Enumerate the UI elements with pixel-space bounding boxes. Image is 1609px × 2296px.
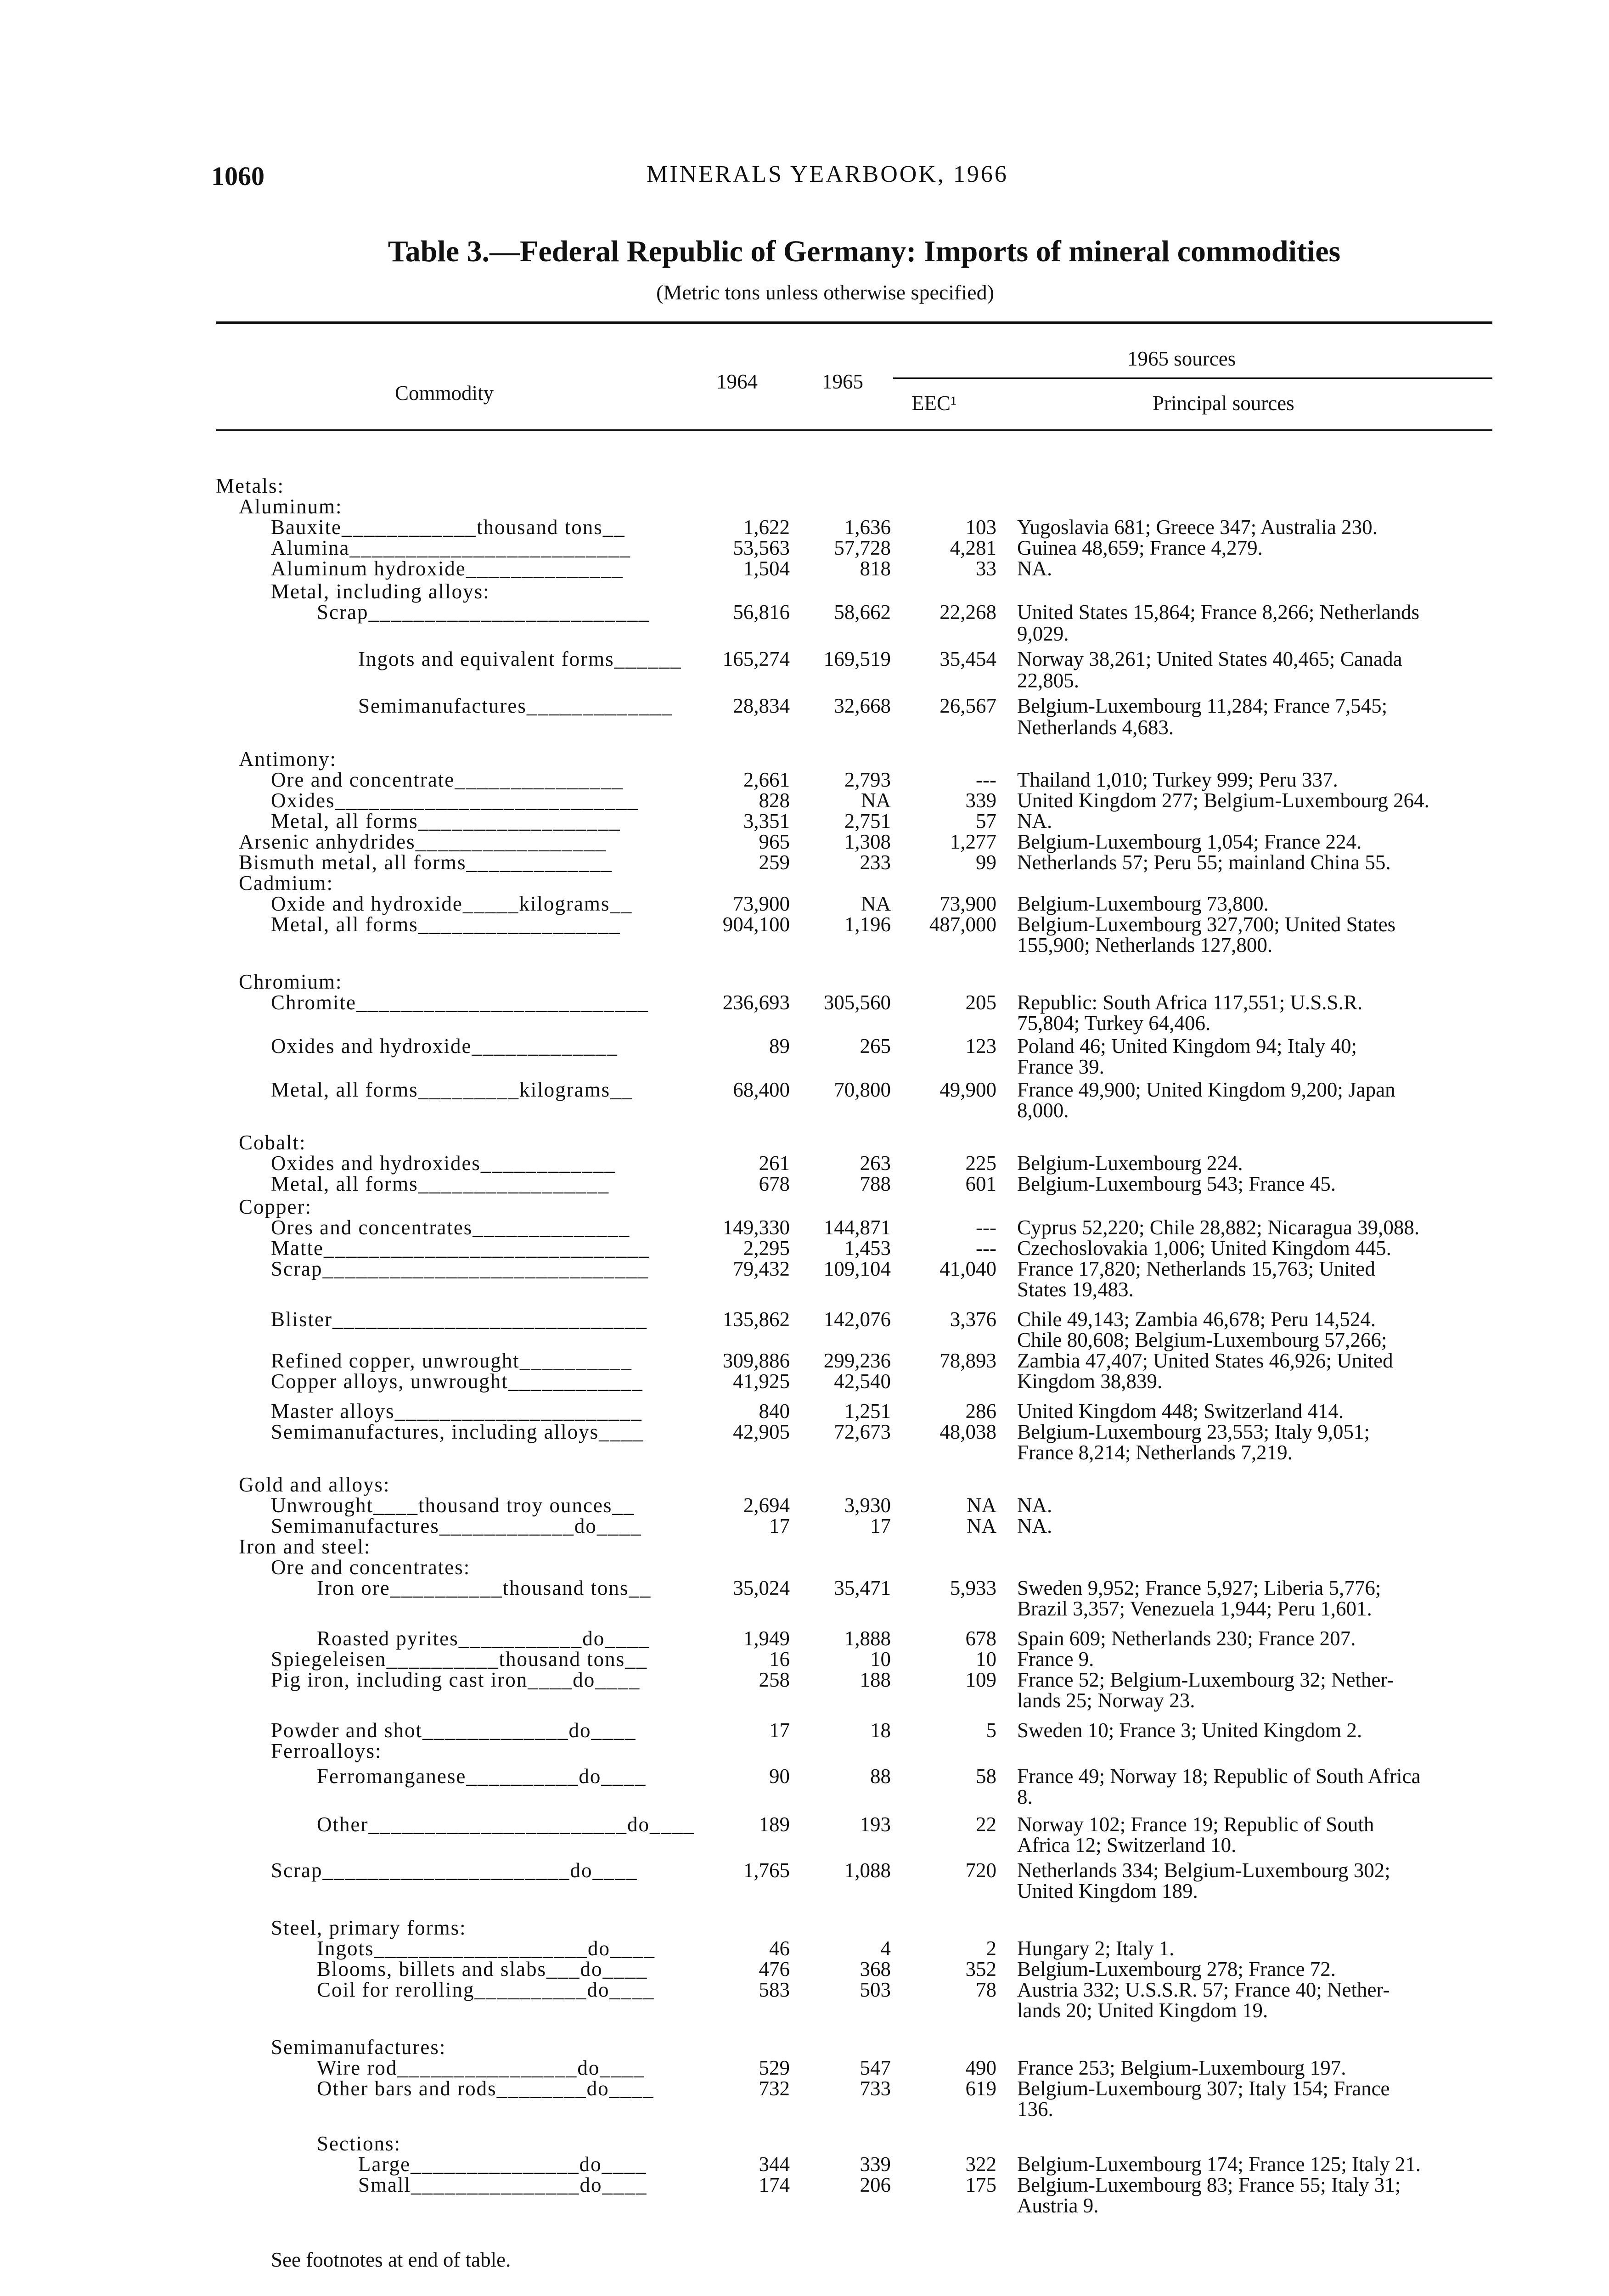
row-value-1965: 142,076 — [823, 1308, 891, 1331]
row-value-1965: 263 — [860, 1152, 891, 1175]
row-commodity: Ore and concentrate_______________ — [271, 768, 624, 791]
row-commodity: Ferroalloys: — [271, 1739, 382, 1762]
row-commodity: Iron ore__________thousand tons__ — [317, 1576, 652, 1599]
row-value-1965: 4 — [880, 1937, 891, 1960]
row-value-1965: 233 — [860, 851, 891, 874]
row-value-1964: 236,693 — [722, 991, 790, 1014]
row-value-eec: 2 — [986, 1937, 996, 1960]
table-row — [0, 2096, 1609, 2122]
row-principal-sources: Brazil 3,357; Venezuela 1,944; Peru 1,601. — [1017, 1597, 1372, 1620]
row-value-eec: 78,893 — [940, 1349, 996, 1372]
row-value-1965: 72,673 — [834, 1420, 891, 1443]
row-commodity: Metals: — [216, 474, 284, 497]
row-value-1965: 1,453 — [844, 1237, 891, 1260]
table-title: Table 3.—Federal Republic of Germany: Imports of mineral commodities — [388, 235, 1341, 268]
row-value-1965: NA — [861, 892, 891, 915]
row-value-eec: 41,040 — [940, 1257, 996, 1280]
row-value-1965: 17 — [870, 1514, 891, 1537]
table-row — [0, 1688, 1609, 1713]
row-value-1964: 965 — [759, 830, 790, 853]
row-principal-sources: Guinea 48,659; France 4,279. — [1017, 536, 1263, 559]
row-value-1965: 2,793 — [844, 768, 891, 791]
row-principal-sources: Austria 332; U.S.S.R. 57; France 40; Nether- — [1017, 1978, 1390, 2001]
row-principal-sources: 9,029. — [1017, 622, 1069, 645]
row-value-1964: 79,432 — [733, 1257, 790, 1280]
row-value-eec: 26,567 — [940, 694, 996, 717]
row-value-eec: 73,900 — [940, 892, 996, 915]
row-value-eec: 5,933 — [950, 1576, 996, 1599]
row-commodity: Bismuth metal, all forms_____________ — [239, 851, 613, 874]
row-value-1964: 2,295 — [743, 1237, 790, 1260]
row-principal-sources: Sweden 10; France 3; United Kingdom 2. — [1017, 1719, 1362, 1742]
row-commodity: Metal, including alloys: — [271, 580, 490, 603]
row-principal-sources: 8,000. — [1017, 1099, 1069, 1122]
row-value-1964: 189 — [759, 1813, 790, 1836]
row-principal-sources: United Kingdom 277; Belgium-Luxembourg 264. — [1017, 789, 1429, 812]
row-value-1964: 90 — [769, 1765, 790, 1788]
row-principal-sources: United Kingdom 448; Switzerland 414. — [1017, 1400, 1344, 1423]
row-value-1965: 1,308 — [844, 830, 891, 853]
row-value-1965: 188 — [860, 1668, 891, 1691]
page-header — [211, 161, 1444, 197]
row-principal-sources: France 49,900; United Kingdom 9,200; Japan — [1017, 1078, 1395, 1101]
row-commodity: Semimanufactures, including alloys____ — [271, 1420, 644, 1443]
row-commodity: Other bars and rods________do____ — [317, 2077, 654, 2100]
table-row — [0, 1878, 1609, 1904]
row-value-1965: 503 — [860, 1978, 891, 2001]
row-value-1965: 1,636 — [844, 516, 891, 539]
row-value-1965: 144,871 — [823, 1216, 891, 1239]
row-value-1965: 265 — [860, 1035, 891, 1058]
row-value-1964: 17 — [769, 1719, 790, 1742]
header-principal-sources: Principal sources — [1153, 392, 1294, 415]
row-commodity: Master alloys______________________ — [271, 1400, 642, 1423]
row-principal-sources: NA. — [1017, 810, 1052, 833]
row-commodity: Cobalt: — [239, 1131, 306, 1154]
row-value-1964: 309,886 — [722, 1349, 790, 1372]
running-title: MINERALS YEARBOOK, 1966 — [647, 161, 1008, 187]
row-value-eec: 678 — [965, 1627, 996, 1650]
row-principal-sources: States 19,483. — [1017, 1278, 1134, 1301]
row-value-eec: 490 — [965, 2056, 996, 2079]
row-value-1965: 70,800 — [834, 1078, 891, 1101]
row-commodity: Oxides and hydroxides____________ — [271, 1152, 616, 1175]
table-row — [0, 1171, 1609, 1197]
row-principal-sources: United States 15,864; France 8,266; Netherlands — [1017, 601, 1420, 624]
row-value-eec: 487,000 — [929, 913, 996, 936]
row-commodity: Metal, all forms_________kilograms__ — [271, 1078, 633, 1101]
row-principal-sources: Chile 80,608; Belgium-Luxembourg 57,266; — [1017, 1328, 1387, 1351]
row-commodity: Bauxite____________thousand tons__ — [271, 516, 625, 539]
row-commodity: Coil for rerolling__________do____ — [317, 1978, 655, 2001]
sources-rule — [893, 377, 1492, 379]
row-value-eec: 339 — [965, 789, 996, 812]
row-commodity: Iron and steel: — [239, 1535, 371, 1558]
row-value-1964: 344 — [759, 2153, 790, 2176]
row-value-eec: 205 — [965, 991, 996, 1014]
row-principal-sources: Netherlands 4,683. — [1017, 716, 1174, 739]
row-value-1965: 733 — [860, 2077, 891, 2100]
row-value-eec: 48,038 — [940, 1420, 996, 1443]
row-value-eec: 5 — [986, 1719, 996, 1742]
row-value-1965: 109,104 — [823, 1257, 891, 1280]
row-commodity: Ferromanganese__________do____ — [317, 1765, 647, 1788]
row-value-1964: 840 — [759, 1400, 790, 1423]
row-value-1965: NA — [861, 789, 891, 812]
row-principal-sources: France 9. — [1017, 1648, 1094, 1671]
row-commodity: Copper alloys, unwrought____________ — [271, 1370, 643, 1393]
row-value-1965: 169,519 — [823, 647, 891, 670]
row-value-eec: 322 — [965, 2153, 996, 2176]
row-value-1964: 732 — [759, 2077, 790, 2100]
row-value-eec: NA — [967, 1514, 996, 1537]
row-value-eec: 601 — [965, 1172, 996, 1195]
table-subtitle: (Metric tons unless otherwise specified) — [656, 281, 994, 304]
row-commodity: Wire rod________________do____ — [317, 2056, 645, 2079]
row-value-1964: 68,400 — [733, 1078, 790, 1101]
row-value-1964: 258 — [759, 1668, 790, 1691]
row-value-1964: 42,905 — [733, 1420, 790, 1443]
row-principal-sources: Norway 102; France 19; Republic of South — [1017, 1813, 1374, 1836]
row-principal-sources: lands 20; United Kingdom 19. — [1017, 1999, 1268, 2022]
row-value-1965: 1,888 — [844, 1627, 891, 1650]
row-value-1964: 678 — [759, 1172, 790, 1195]
table-row — [0, 1097, 1609, 1123]
row-principal-sources: NA. — [1017, 557, 1052, 580]
row-commodity: Metal, all forms_________________ — [271, 1172, 610, 1195]
row-commodity: Unwrought____thousand troy ounces__ — [271, 1494, 635, 1517]
row-commodity: Copper: — [239, 1195, 312, 1218]
table-row — [0, 1596, 1609, 1621]
header-eec: EEC¹ — [911, 392, 957, 415]
row-value-1964: 165,274 — [722, 647, 790, 670]
row-value-1965: 2,751 — [844, 810, 891, 833]
row-principal-sources: France 17,820; Netherlands 15,763; United — [1017, 1257, 1375, 1280]
table-row — [0, 1784, 1609, 1810]
row-value-eec: NA — [967, 1494, 996, 1517]
row-principal-sources: Yugoslavia 681; Greece 347; Australia 230. — [1017, 516, 1378, 539]
row-principal-sources: Poland 46; United Kingdom 94; Italy 40; — [1017, 1035, 1357, 1058]
row-value-1965: 299,236 — [823, 1349, 891, 1372]
table-row — [0, 1054, 1609, 1080]
page-number: 1060 — [211, 161, 264, 191]
row-value-eec: --- — [976, 1237, 996, 1260]
row-value-1964: 2,661 — [743, 768, 790, 791]
row-principal-sources: United Kingdom 189. — [1017, 1880, 1198, 1902]
row-principal-sources: NA. — [1017, 1514, 1052, 1537]
row-value-1964: 259 — [759, 851, 790, 874]
row-principal-sources: 8. — [1017, 1785, 1033, 1808]
row-principal-sources: Cyprus 52,220; Chile 28,882; Nicaragua 39,088. — [1017, 1216, 1420, 1239]
row-principal-sources: Hungary 2; Italy 1. — [1017, 1937, 1175, 1960]
row-principal-sources: Zambia 47,407; United States 46,926; United — [1017, 1349, 1393, 1372]
row-principal-sources: Belgium-Luxembourg 73,800. — [1017, 892, 1269, 915]
row-principal-sources: Sweden 9,952; France 5,927; Liberia 5,776; — [1017, 1576, 1381, 1599]
row-principal-sources: 155,900; Netherlands 127,800. — [1017, 934, 1273, 957]
row-value-1965: 818 — [860, 557, 891, 580]
header-1965-sources: 1965 sources — [1127, 347, 1236, 370]
row-commodity: Aluminum hydroxide______________ — [271, 557, 624, 580]
row-commodity: Steel, primary forms: — [271, 1916, 467, 1939]
row-value-1965: 547 — [860, 2056, 891, 2079]
row-principal-sources: Spain 609; Netherlands 230; France 207. — [1017, 1627, 1356, 1650]
table-row — [0, 932, 1609, 958]
row-value-1964: 89 — [769, 1035, 790, 1058]
row-principal-sources: Belgium-Luxembourg 1,054; France 224. — [1017, 830, 1362, 853]
row-commodity: Other_______________________do____ — [317, 1813, 695, 1836]
row-value-eec: 352 — [965, 1958, 996, 1981]
row-value-1964: 1,949 — [743, 1627, 790, 1650]
header-bottom-rule — [216, 429, 1492, 431]
row-value-eec: 175 — [965, 2173, 996, 2196]
row-commodity: Semimanufactures: — [271, 2036, 446, 2059]
row-commodity: Ingots___________________do____ — [317, 1937, 655, 1960]
row-commodity: Scrap______________________do____ — [271, 1859, 638, 1882]
row-commodity: Pig iron, including cast iron____do____ — [271, 1668, 641, 1691]
row-value-eec: 78 — [976, 1978, 996, 2001]
table-row — [0, 1368, 1609, 1394]
table-row — [0, 621, 1609, 647]
top-rule — [216, 321, 1492, 324]
row-value-eec: --- — [976, 768, 996, 791]
row-principal-sources: Belgium-Luxembourg 224. — [1017, 1152, 1243, 1175]
row-value-eec: 225 — [965, 1152, 996, 1175]
table-row — [0, 556, 1609, 581]
row-commodity: Powder and shot_____________do____ — [271, 1719, 636, 1742]
row-principal-sources: 22,805. — [1017, 669, 1079, 692]
row-principal-sources: Belgium-Luxembourg 307; Italy 154; France — [1017, 2077, 1390, 2100]
row-value-eec: 103 — [965, 516, 996, 539]
row-commodity: Refined copper, unwrought__________ — [271, 1349, 632, 1372]
row-value-1965: 88 — [870, 1765, 891, 1788]
row-principal-sources: France 52; Belgium-Luxembourg 32; Nether- — [1017, 1668, 1394, 1691]
row-value-1964: 41,925 — [733, 1370, 790, 1393]
row-commodity: Ingots and equivalent forms______ — [358, 647, 682, 670]
table-row — [0, 1998, 1609, 2023]
row-commodity: Chromium: — [239, 970, 343, 993]
row-commodity: Spiegeleisen__________thousand tons__ — [271, 1648, 648, 1671]
table-row — [0, 715, 1609, 740]
row-principal-sources: France 253; Belgium-Luxembourg 197. — [1017, 2056, 1346, 2079]
row-commodity: Blooms, billets and slabs___do____ — [317, 1958, 648, 1981]
row-value-1964: 135,862 — [722, 1308, 790, 1331]
row-value-1964: 2,694 — [743, 1494, 790, 1517]
row-value-eec: 123 — [965, 1035, 996, 1058]
row-principal-sources: lands 25; Norway 23. — [1017, 1689, 1195, 1712]
row-principal-sources: Chile 49,143; Zambia 46,678; Peru 14,524. — [1017, 1308, 1376, 1331]
row-commodity: Scrap_________________________ — [317, 601, 650, 624]
row-value-1965: 35,471 — [834, 1576, 891, 1599]
row-commodity: Metal, all forms__________________ — [271, 913, 621, 936]
row-commodity: Cadmium: — [239, 872, 333, 895]
row-value-1964: 904,100 — [722, 913, 790, 936]
row-value-1964: 28,834 — [733, 694, 790, 717]
row-value-eec: 619 — [965, 2077, 996, 2100]
row-value-1965: 368 — [860, 1958, 891, 1981]
row-commodity: Gold and alloys: — [239, 1473, 390, 1496]
row-value-eec: --- — [976, 1216, 996, 1239]
row-principal-sources: Belgium-Luxembourg 543; France 45. — [1017, 1172, 1336, 1195]
row-commodity: Semimanufactures_____________ — [358, 694, 673, 717]
row-principal-sources: Kingdom 38,839. — [1017, 1370, 1163, 1393]
row-value-1965: 305,560 — [823, 991, 891, 1014]
row-principal-sources: Netherlands 334; Belgium-Luxembourg 302; — [1017, 1859, 1390, 1882]
row-commodity: Scrap_____________________________ — [271, 1257, 649, 1280]
row-value-1964: 174 — [759, 2173, 790, 2196]
row-principal-sources: 136. — [1017, 2098, 1053, 2121]
row-value-1964: 476 — [759, 1958, 790, 1981]
row-commodity: Sections: — [317, 2132, 401, 2155]
table-row — [0, 668, 1609, 693]
row-value-eec: 49,900 — [940, 1078, 996, 1101]
row-value-1965: 3,930 — [844, 1494, 891, 1517]
row-value-1964: 46 — [769, 1937, 790, 1960]
row-value-1964: 16 — [769, 1648, 790, 1671]
row-commodity: Roasted pyrites___________do____ — [317, 1627, 650, 1650]
row-value-1964: 261 — [759, 1152, 790, 1175]
row-commodity: Metal, all forms__________________ — [271, 810, 621, 833]
row-value-eec: 4,281 — [950, 536, 996, 559]
row-value-eec: 35,454 — [940, 647, 996, 670]
row-commodity: Ores and concentrates______________ — [271, 1216, 630, 1239]
row-value-1965: 57,728 — [834, 536, 891, 559]
row-commodity: Antimony: — [239, 748, 337, 771]
table-row — [0, 1832, 1609, 1858]
row-value-1965: 193 — [860, 1813, 891, 1836]
row-value-1964: 149,330 — [722, 1216, 790, 1239]
row-value-1964: 17 — [769, 1514, 790, 1537]
row-principal-sources: Republic: South Africa 117,551; U.S.S.R. — [1017, 991, 1363, 1014]
row-value-1964: 529 — [759, 2056, 790, 2079]
row-value-eec: 33 — [976, 557, 996, 580]
row-principal-sources: Belgium-Luxembourg 278; France 72. — [1017, 1958, 1336, 1981]
row-value-eec: 22,268 — [940, 601, 996, 624]
row-principal-sources: France 39. — [1017, 1055, 1104, 1078]
row-value-eec: 3,376 — [950, 1308, 996, 1331]
row-value-1965: 58,662 — [834, 601, 891, 624]
row-value-eec: 720 — [965, 1859, 996, 1882]
header-1964: 1964 — [716, 370, 758, 393]
table-row — [0, 1738, 1609, 1764]
table-row — [0, 1440, 1609, 1465]
row-commodity: Large_______________do____ — [358, 2153, 647, 2176]
row-commodity: Semimanufactures____________do____ — [271, 1514, 642, 1537]
row-value-1965: 42,540 — [834, 1370, 891, 1393]
row-value-1964: 1,765 — [743, 1859, 790, 1882]
row-commodity: Oxide and hydroxide_____kilograms__ — [271, 892, 633, 915]
row-principal-sources: France 49; Norway 18; Republic of South Africa — [1017, 1765, 1421, 1788]
row-value-eec: 1,277 — [950, 830, 996, 853]
row-value-1965: 1,196 — [844, 913, 891, 936]
row-value-1964: 583 — [759, 1978, 790, 2001]
row-value-1964: 828 — [759, 789, 790, 812]
table-row — [0, 1277, 1609, 1302]
row-value-eec: 286 — [965, 1400, 996, 1423]
row-principal-sources: Belgium-Luxembourg 23,553; Italy 9,051; — [1017, 1420, 1370, 1443]
row-commodity: Ore and concentrates: — [271, 1556, 471, 1579]
header-1965: 1965 — [822, 370, 863, 393]
row-value-1965: 10 — [870, 1648, 891, 1671]
row-value-1965: 788 — [860, 1172, 891, 1195]
row-commodity: Alumina_________________________ — [271, 536, 631, 559]
row-principal-sources: Belgium-Luxembourg 327,700; United States — [1017, 913, 1396, 936]
row-principal-sources: Africa 12; Switzerland 10. — [1017, 1834, 1237, 1857]
table-row — [0, 2193, 1609, 2218]
row-value-1964: 1,622 — [743, 516, 790, 539]
footnote: See footnotes at end of table. — [271, 2248, 511, 2271]
row-value-1965: 1,088 — [844, 1859, 891, 1882]
row-value-1965: 206 — [860, 2173, 891, 2196]
row-value-eec: 99 — [976, 851, 996, 874]
row-principal-sources: Belgium-Luxembourg 174; France 125; Italy 21. — [1017, 2153, 1421, 2176]
row-principal-sources: France 8,214; Netherlands 7,219. — [1017, 1441, 1293, 1464]
row-principal-sources: Belgium-Luxembourg 83; France 55; Italy 31; — [1017, 2173, 1401, 2196]
row-principal-sources: Czechoslovakia 1,006; United Kingdom 445. — [1017, 1237, 1391, 1260]
row-value-eec: 10 — [976, 1648, 996, 1671]
row-principal-sources: Thailand 1,010; Turkey 999; Peru 337. — [1017, 768, 1338, 791]
row-value-1964: 1,504 — [743, 557, 790, 580]
row-value-eec: 22 — [976, 1813, 996, 1836]
row-value-eec: 58 — [976, 1765, 996, 1788]
header-commodity: Commodity — [395, 382, 494, 405]
row-value-1964: 35,024 — [733, 1576, 790, 1599]
row-commodity: Small_______________do____ — [358, 2173, 647, 2196]
row-value-1964: 56,816 — [733, 601, 790, 624]
row-commodity: Oxides and hydroxide_____________ — [271, 1035, 618, 1058]
row-value-eec: 57 — [976, 810, 996, 833]
row-commodity: Blister____________________________ — [271, 1308, 647, 1331]
row-principal-sources: NA. — [1017, 1494, 1052, 1517]
row-commodity: Matte_____________________________ — [271, 1237, 650, 1260]
row-value-1965: 339 — [860, 2153, 891, 2176]
row-commodity: Chromite__________________________ — [271, 991, 649, 1014]
row-value-1964: 3,351 — [743, 810, 790, 833]
row-principal-sources: Belgium-Luxembourg 11,284; France 7,545; — [1017, 694, 1388, 717]
row-value-1964: 73,900 — [733, 892, 790, 915]
table-row — [0, 1010, 1609, 1036]
row-principal-sources: Austria 9. — [1017, 2194, 1099, 2217]
row-value-1965: 32,668 — [834, 694, 891, 717]
row-principal-sources: Netherlands 57; Peru 55; mainland China 55. — [1017, 851, 1391, 874]
row-commodity: Oxides___________________________ — [271, 789, 639, 812]
row-commodity: Arsenic anhydrides_________________ — [239, 830, 607, 853]
row-commodity: Aluminum: — [239, 495, 343, 518]
row-value-1964: 53,563 — [733, 536, 790, 559]
row-principal-sources: 75,804; Turkey 64,406. — [1017, 1012, 1211, 1035]
row-principal-sources: Norway 38,261; United States 40,465; Canada — [1017, 647, 1402, 670]
row-value-eec: 109 — [965, 1668, 996, 1691]
row-value-1965: 1,251 — [844, 1400, 891, 1423]
row-value-1965: 18 — [870, 1719, 891, 1742]
